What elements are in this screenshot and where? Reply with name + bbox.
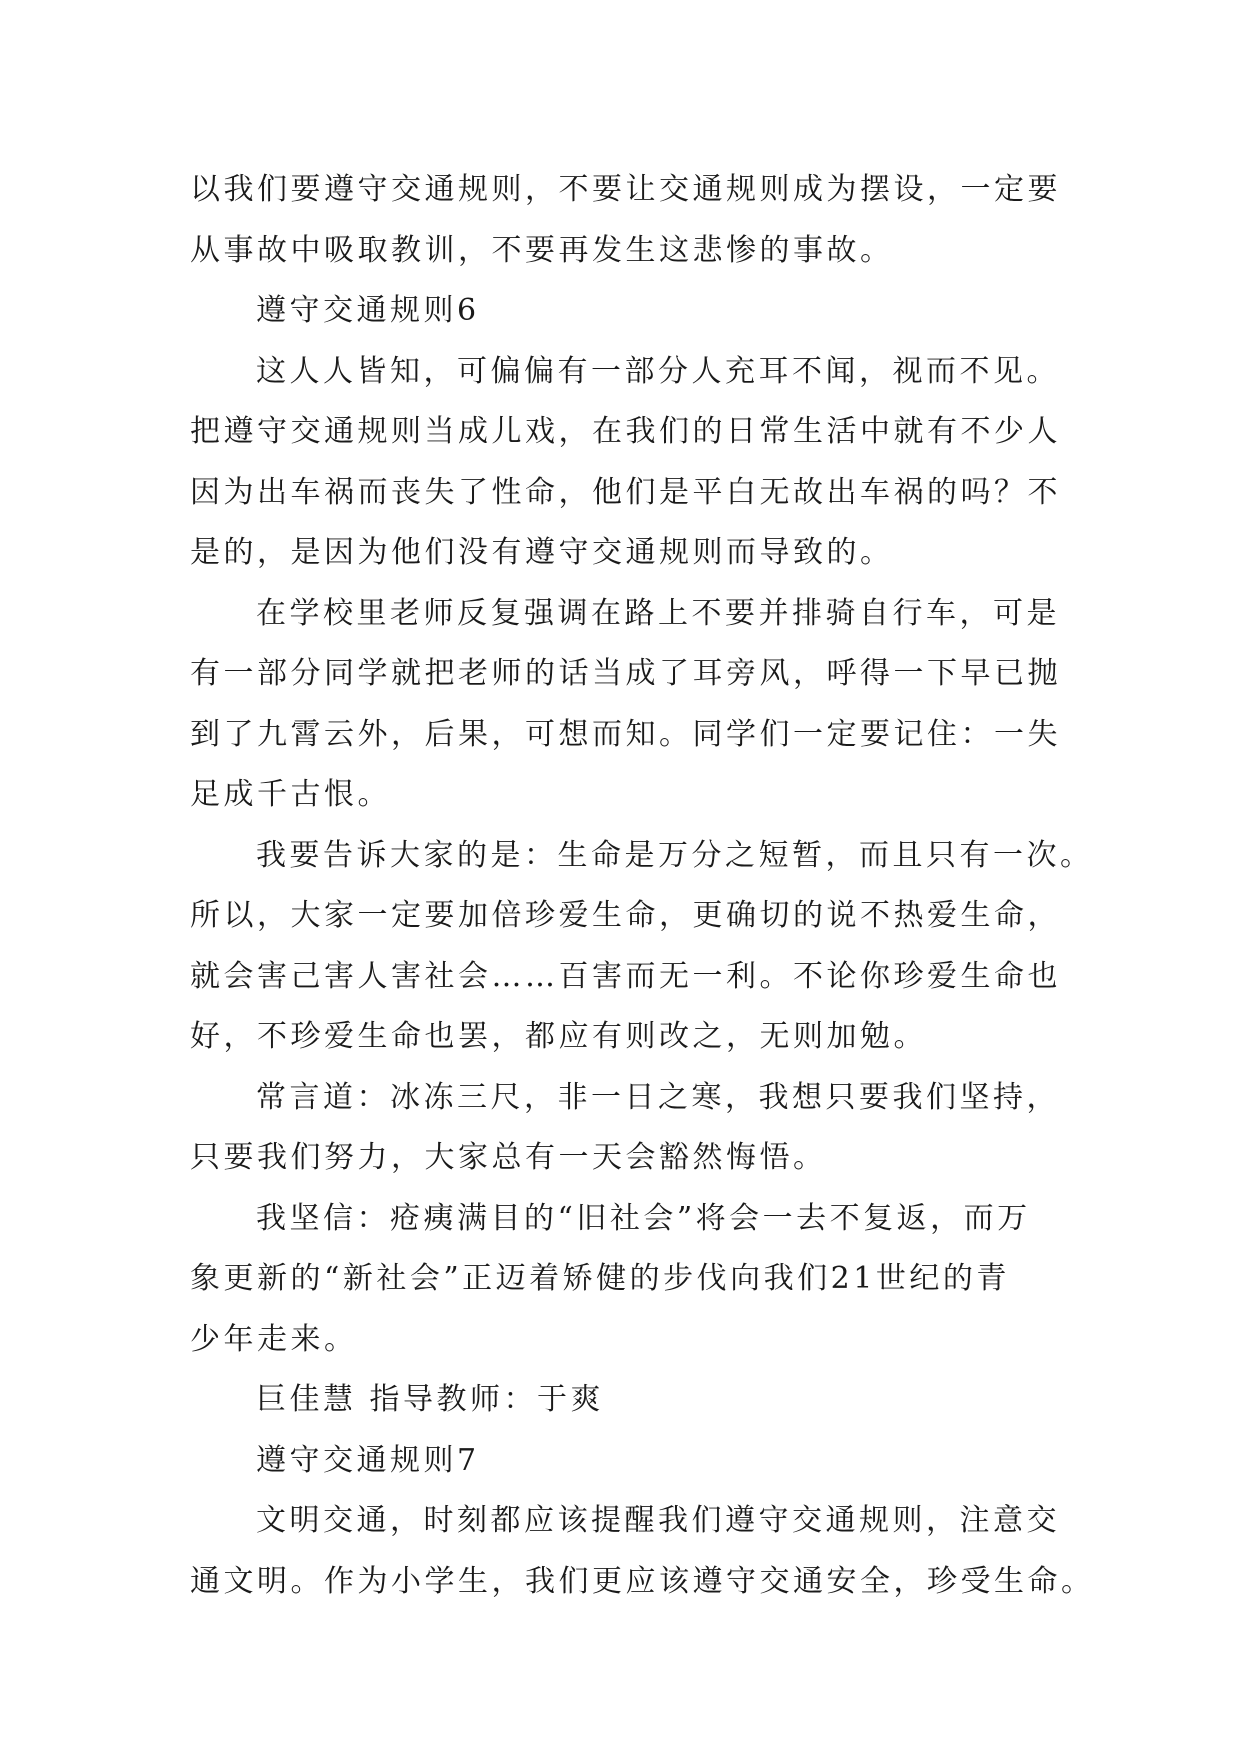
text-line: 象更新的“新社会”正迈着矫健的步伐向我们21世纪的青 <box>190 1261 1010 1296</box>
paragraph-3 <box>190 584 1060 826</box>
text-line: 少年走来。 <box>190 1321 358 1357</box>
section-heading-6 <box>190 281 1060 342</box>
text-line: 是的，是因为他们没有遵守交通规则而导致的。 <box>190 535 894 570</box>
text-line: 在学校里老师反复强调在路上不要并排骑自行车，可是 <box>256 595 1060 631</box>
text-line: 有一部分同学就把老师的话当成了耳旁风，呼得一下早已抛 <box>190 656 1061 691</box>
text-line: 通文明。作为小学生，我们更应该遵守交通安全，珍受生命。 <box>190 1563 1095 1599</box>
text-line: 就会害己害人害社会……百害而无一利。不论你珍爱生命也 <box>190 958 1061 994</box>
text-line: 好，不珍爱生命也罢，都应有则改之，无则加勉。 <box>190 1019 927 1054</box>
text-line: 从事故中吸取教训，不要再发生这悲惨的事故。 <box>190 232 894 268</box>
text-line: 把遵守交通规则当成儿戏，在我们的日常生活中就有不少人 <box>190 414 1061 449</box>
signature-line: 巨佳慧 指导教师：于爽 <box>256 1382 605 1417</box>
text-line: 这人人皆知，可偏偏有一部分人充耳不闻，视而不见。 <box>256 353 1060 389</box>
text-line: 常言道：冰冻三尺，非一日之寒，我想只要我们坚持， <box>256 1079 1060 1115</box>
author-signature <box>190 1370 1060 1431</box>
text-line: 我坚信：疮痍满目的“旧社会”将会一去不复返，而万 <box>256 1200 1031 1236</box>
text-line: 因为出车祸而丧失了性命，他们是平白无故出车祸的吗？不 <box>190 474 1061 510</box>
text-line: 足成千古恨。 <box>190 777 391 812</box>
paragraph-5 <box>190 1068 1060 1189</box>
text-line: 只要我们努力，大家总有一天会豁然悔悟。 <box>190 1140 827 1175</box>
text-line: 到了九霄云外，后果，可想而知。同学们一定要记住：一失 <box>190 716 1061 752</box>
section-heading-7 <box>190 1431 1060 1492</box>
paragraph-6 <box>190 1189 1060 1371</box>
paragraph-2 <box>190 342 1060 584</box>
paragraph-7 <box>190 1491 1095 1612</box>
heading-line: 遵守交通规则6 <box>256 293 480 328</box>
text-line: 文明交通，时刻都应该提醒我们遵守交通规则，注意交 <box>256 1503 1060 1538</box>
heading-line: 遵守交通规则7 <box>256 1442 480 1478</box>
text-line: 所以，大家一定要加倍珍爱生命，更确切的说不热爱生命， <box>190 898 1061 933</box>
paragraph-1 <box>190 160 1060 281</box>
paragraph-4 <box>190 826 1094 1068</box>
document-page <box>190 160 1095 1612</box>
text-line: 以我们要遵守交通规则，不要让交通规则成为摆设，一定要 <box>190 172 1061 207</box>
text-line: 我要告诉大家的是：生命是万分之短暂，而且只有一次。 <box>256 837 1094 873</box>
